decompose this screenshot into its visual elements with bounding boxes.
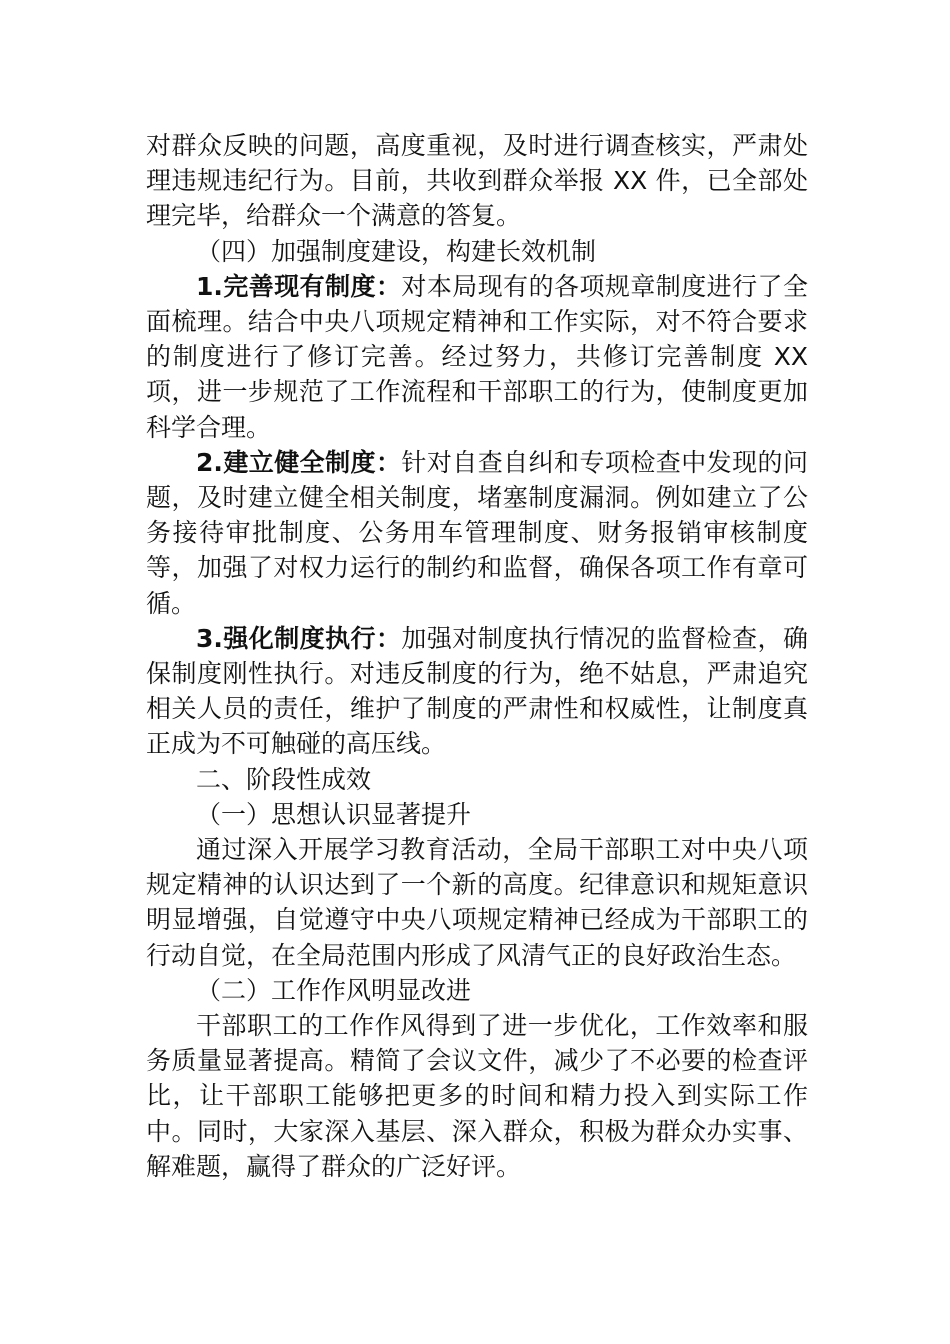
document-body [146, 128, 808, 1184]
section-heading-2: 二、阶段性成效 [196, 764, 372, 794]
paragraph-thought: 通过深入开展学习教育活动，全局干部职工对中央八项规定精神的认识达到了一个新的高度。纪律意识和规矩意识明显增强，自觉遵守中央八项规定精神已经成为干部职工的行动自觉，在全局范围内形成了风清气正的良好政治生态。 [146, 835, 808, 970]
list-item-2-text: 针对自查自纠和专项检查中发现的问题，及时建立健全相关制度，堵塞制度漏洞。例如建立了公务接待审批制度、公务用车管理制度、财务报销审核制度等，加强了对权力运行的制约和监督，确保各项工作有章可循。 [146, 447, 808, 618]
list-item-3 [146, 621, 808, 762]
paragraph-work-style: 干部职工的工作作风得到了进一步优化，工作效率和服务质量显著提高。精简了会议文件，减少了不必要的检查评比，让干部职工能够把更多的时间和精力投入到实际工作中。同时，大家深入基层、深入群众，积极为群众办实事、解难题，赢得了群众的广泛好评。 [146, 1011, 808, 1181]
subsection-heading-1: （一）思想认识显著提升 [196, 799, 472, 829]
list-item-2-lead: 2.建立健全制度： [196, 447, 402, 477]
list-item-1-lead: 1.完善现有制度： [196, 271, 402, 301]
paragraph-continued: 对群众反映的问题，高度重视，及时进行调查核实，严肃处理违规违纪行为。目前，共收到群众举报 XX 件，已全部处理完毕，给群众一个满意的答复。 [146, 131, 808, 231]
subsection-heading-2: （二）工作作风明显改进 [196, 975, 472, 1005]
list-item-3-text: 加强对制度执行情况的监督检查，确保制度刚性执行。对违反制度的行为，绝不姑息，严肃追究相关人员的责任，维护了制度的严肃性和权威性，让制度真正成为不可触碰的高压线。 [146, 623, 808, 759]
section-heading-4: （四）加强制度建设，构建长效机制 [196, 236, 597, 266]
list-item-3-lead: 3.强化制度执行： [196, 623, 402, 653]
list-item-2 [146, 445, 808, 621]
list-item-1 [146, 269, 808, 445]
list-item-1-text: 对本局现有的各项规章制度进行了全面梳理。结合中央八项规定精神和工作实际，对不符合要求的制度进行了修订完善。经过努力，共修订完善制度 XX 项，进一步规范了工作流程和干部职工的行为，使制度更加科学合理。 [146, 271, 808, 442]
